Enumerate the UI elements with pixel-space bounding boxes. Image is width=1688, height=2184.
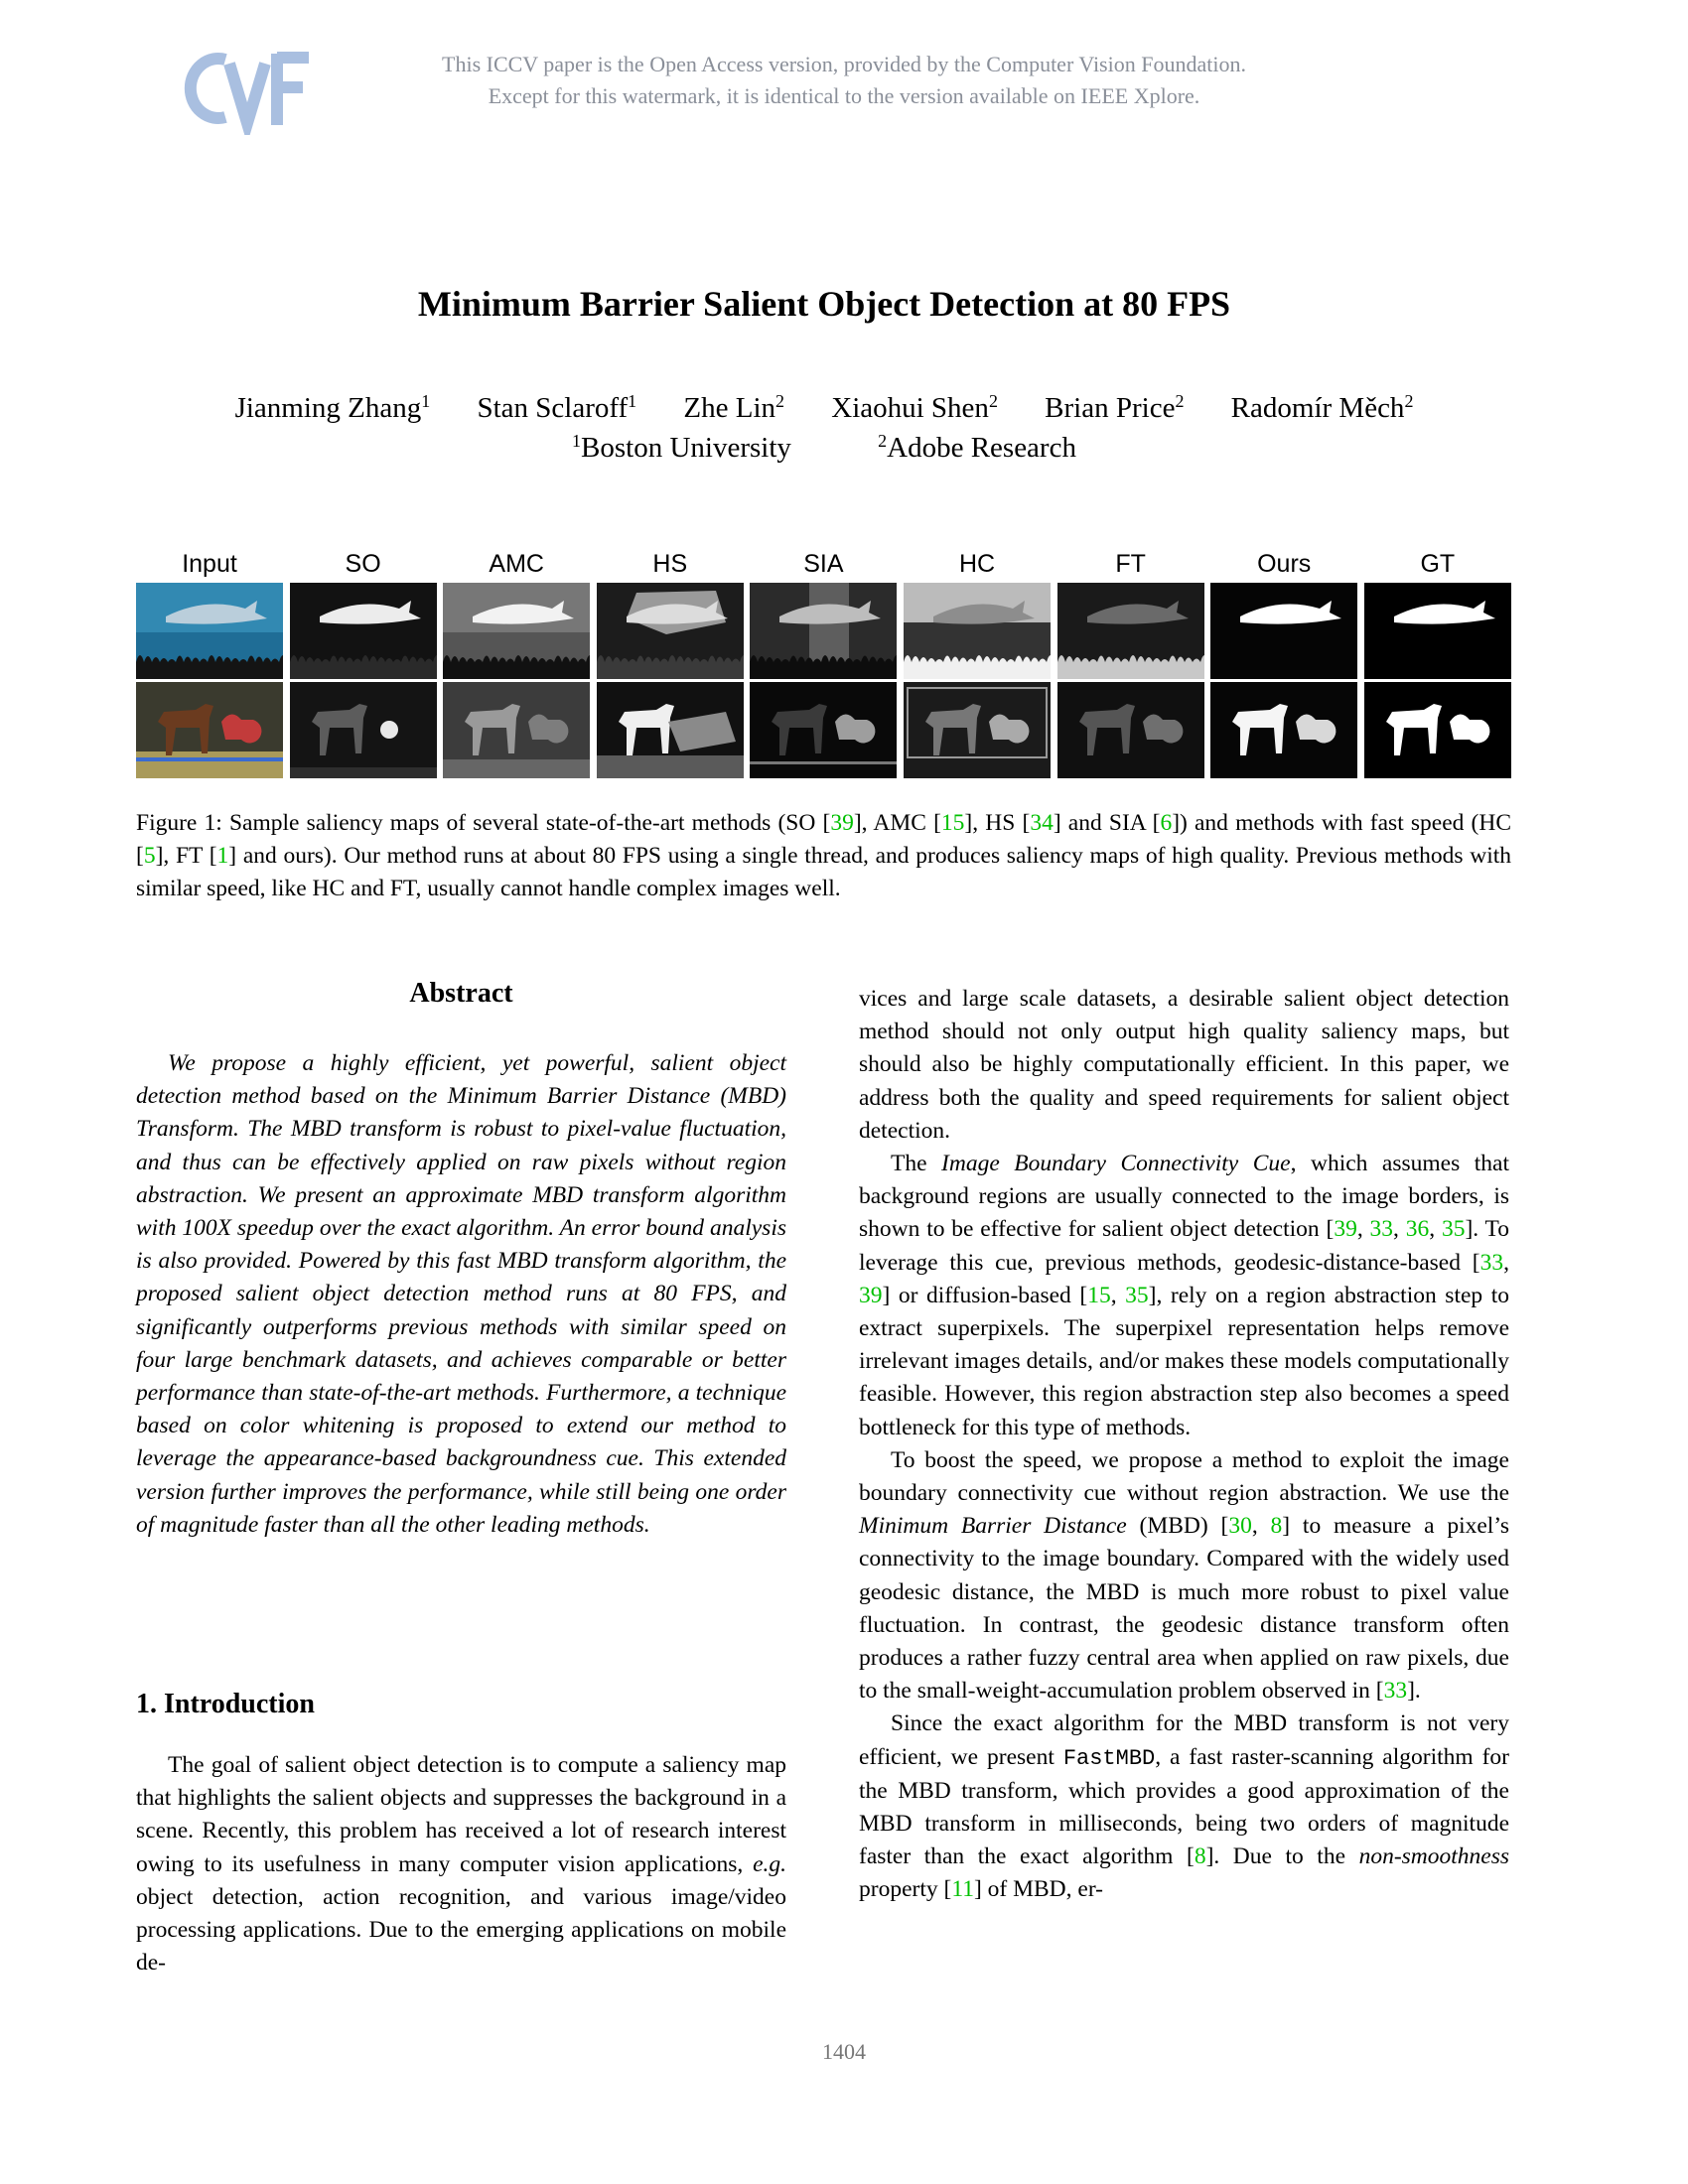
figure-row-shark	[136, 583, 1511, 679]
thumbnail-shark-hc	[904, 583, 1051, 679]
thumbnail-shark-ft	[1057, 583, 1204, 679]
citation-link[interactable]: 8	[1270, 1513, 1283, 1540]
right-column	[859, 983, 1509, 1907]
paragraph: Since the exact algorithm for the MBD transform is not very efficient, we present FastMBD, a fast raster-scanning algorithm for the MBD transform, which provides a good approximation of the MBD transform in milliseconds, being two orders of magnitude faster than the exact algorithm [8]. Due to the non-smoothness property [11] of MBD, er-	[859, 1710, 1510, 1903]
figure-column-label: SO	[345, 550, 381, 578]
introduction-body: The goal of salient object detection is to compute a saliency map that highlights the salient objects and suppresses the background in a scene. Recently, this problem has received a lot of research interest owing to its usefulness in many computer vision applications, e.g. object detection, action recognition, and various image/video processing applications. Due to the emerging applications on mobile de-	[136, 1752, 786, 1977]
citation-link[interactable]: 39	[830, 810, 854, 836]
citation-link[interactable]: 35	[1125, 1282, 1149, 1308]
watermark-line-2: Except for this watermark, it is identical to the version available on IEEE Xplore.	[488, 83, 1200, 108]
thumbnail-horse-gt	[1364, 682, 1511, 778]
citation-link[interactable]: 33	[1479, 1249, 1504, 1276]
paragraph: The Image Boundary Connectivity Cue, which assumes that background regions are usually connected to the image borders, is shown to be effective for salient object detection [39, 33, 36, 35]. To leverage this cue, previous methods, geodesic-distance-based [33, 39] or diffusion-based [15, 35], rely on a region abstraction step to extract superpixels. The superpixel representation helps remove irrelevant images details, and/or makes these models computationally feasible. However, this region abstraction step also becomes a speed bottleneck for this type of methods.	[859, 1151, 1510, 1440]
citation-link[interactable]: 39	[859, 1282, 883, 1308]
abstract-heading: Abstract	[409, 978, 513, 1009]
citation-link[interactable]: 5	[143, 843, 156, 869]
figure-column-label: Ours	[1257, 550, 1312, 578]
figure-column-label: HS	[652, 550, 688, 578]
thumbnail-shark-sia	[750, 583, 897, 679]
citation-link[interactable]: 6	[1160, 810, 1173, 836]
thumbnail-shark-ours	[1210, 583, 1357, 679]
figure-column-label: Input	[182, 550, 237, 578]
citation-link[interactable]: 15	[1087, 1282, 1111, 1308]
citation-link[interactable]: 8	[1194, 1843, 1206, 1870]
citation-link[interactable]: 36	[1405, 1216, 1430, 1243]
thumbnail-shark-hs	[597, 583, 744, 679]
thumbnail-horse-amc	[443, 682, 590, 778]
thumbnail-horse-so	[290, 682, 437, 778]
author: Zhe Lin$^2$	[683, 391, 784, 424]
paper-title: Minimum Barrier Salient Object Detection at 80 FPS	[417, 284, 1231, 324]
figure-column-label: GT	[1420, 550, 1456, 578]
watermark-line-1: This ICCV paper is the Open Access version, provided by the Computer Vision Foundation.	[442, 52, 1246, 76]
citation-link[interactable]: 34	[1030, 810, 1054, 836]
thumbnail-horse-ours	[1210, 682, 1357, 778]
thumbnail-shark-so	[290, 583, 437, 679]
author: Stan Sclaroff$^1$	[477, 391, 637, 424]
figure-column-labels	[136, 548, 1511, 580]
author: Xiaohui Shen$^2$	[831, 391, 998, 424]
figure-column-label: FT	[1115, 550, 1146, 578]
figure-caption: Figure 1: Sample saliency maps of several state-of-the-art methods (SO [39], AMC [15], HS [34] and SIA [6]) and methods with fast speed (HC [5], FT [1] and ours). Our method runs at about 80 FPS using a single thread, and produces saliency maps of high quality. Previous methods with similar speed, like HC and FT, usually cannot handle complex images well.	[136, 810, 1512, 901]
section-heading-introduction: 1. Introduction	[136, 1689, 315, 1719]
thumbnail-horse-ft	[1057, 682, 1204, 778]
thumbnail-horse-input	[136, 682, 283, 778]
thumbnail-shark-input	[136, 583, 283, 679]
affiliations	[0, 432, 1648, 465]
abstract-body: We propose a highly efficient, yet powerful, salient object detection method based on the Minimum Barrier Distance (MBD) Transform. The MBD transform is robust to pixel-value fluctuation, and thus can be effectively applied on raw pixels without region abstraction. We present an approximate MBD transform algorithm with 100X speedup over the exact algorithm. An error bound analysis is also provided. Powered by this fast MBD transform algorithm, the proposed salient object detection method runs at 80 FPS, and significantly outperforms previous methods with similar speed on four large benchmark datasets, and achieves comparable or better performance than state-of-the-art methods. Furthermore, a technique based on color whitening is proposed to extend our method to leverage the appearance-based backgroundness cue. This extended version further improves the performance, while still being one order of magnitude faster than all the other leading methods.	[136, 1050, 786, 1538]
thumbnail-shark-gt	[1364, 583, 1511, 679]
author: Jianming Zhang$^1$	[234, 391, 431, 424]
figure-1	[136, 548, 1511, 778]
figure-column-label: HC	[958, 550, 996, 578]
affiliation: $^2$Adobe Research	[878, 431, 1076, 464]
author: Radomír Měch$^2$	[1230, 391, 1414, 424]
cvf-logo	[182, 44, 316, 135]
citation-link[interactable]: 1	[216, 843, 229, 869]
paragraph: vices and large scale datasets, a desirable salient object detection method should not only output high quality saliency maps, but should also be highly computationally efficient. In this paper, we address both the quality and speed requirements for salient object detection.	[859, 986, 1509, 1144]
paragraph: To boost the speed, we propose a method to exploit the image boundary connectivity cue without region abstraction. We use the Minimum Barrier Distance (MBD) [30, 8] to measure a pixel’s connectivity to the image boundary. Compared with the widely used geodesic distance, the MBD is much more robust to pixel value fluctuation. In contrast, the geodesic distance transform often produces a rather fuzzy central area when applied on raw pixels, due to the small-weight-accumulation problem observed in [33].	[859, 1446, 1509, 1705]
figure-row-horse	[136, 682, 1511, 778]
citation-link[interactable]: 15	[940, 810, 965, 836]
page-number: 1404	[822, 2039, 866, 2064]
thumbnail-horse-hc	[904, 682, 1051, 778]
citation-link[interactable]: 33	[1383, 1678, 1408, 1705]
thumbnail-horse-sia	[750, 682, 897, 778]
citation-link[interactable]: 35	[1441, 1216, 1466, 1243]
citation-link[interactable]: 33	[1369, 1216, 1394, 1243]
author: Brian Price$^2$	[1045, 391, 1185, 424]
author-list	[0, 392, 1648, 425]
thumbnail-horse-hs	[597, 682, 744, 778]
thumbnail-shark-amc	[443, 583, 590, 679]
citation-link[interactable]: 39	[1334, 1216, 1357, 1243]
affiliation: $^1$Boston University	[572, 431, 791, 464]
figure-column-label: SIA	[803, 550, 844, 578]
citation-link[interactable]: 11	[951, 1876, 974, 1903]
citation-link[interactable]: 30	[1228, 1513, 1252, 1540]
figure-column-label: AMC	[489, 550, 544, 578]
